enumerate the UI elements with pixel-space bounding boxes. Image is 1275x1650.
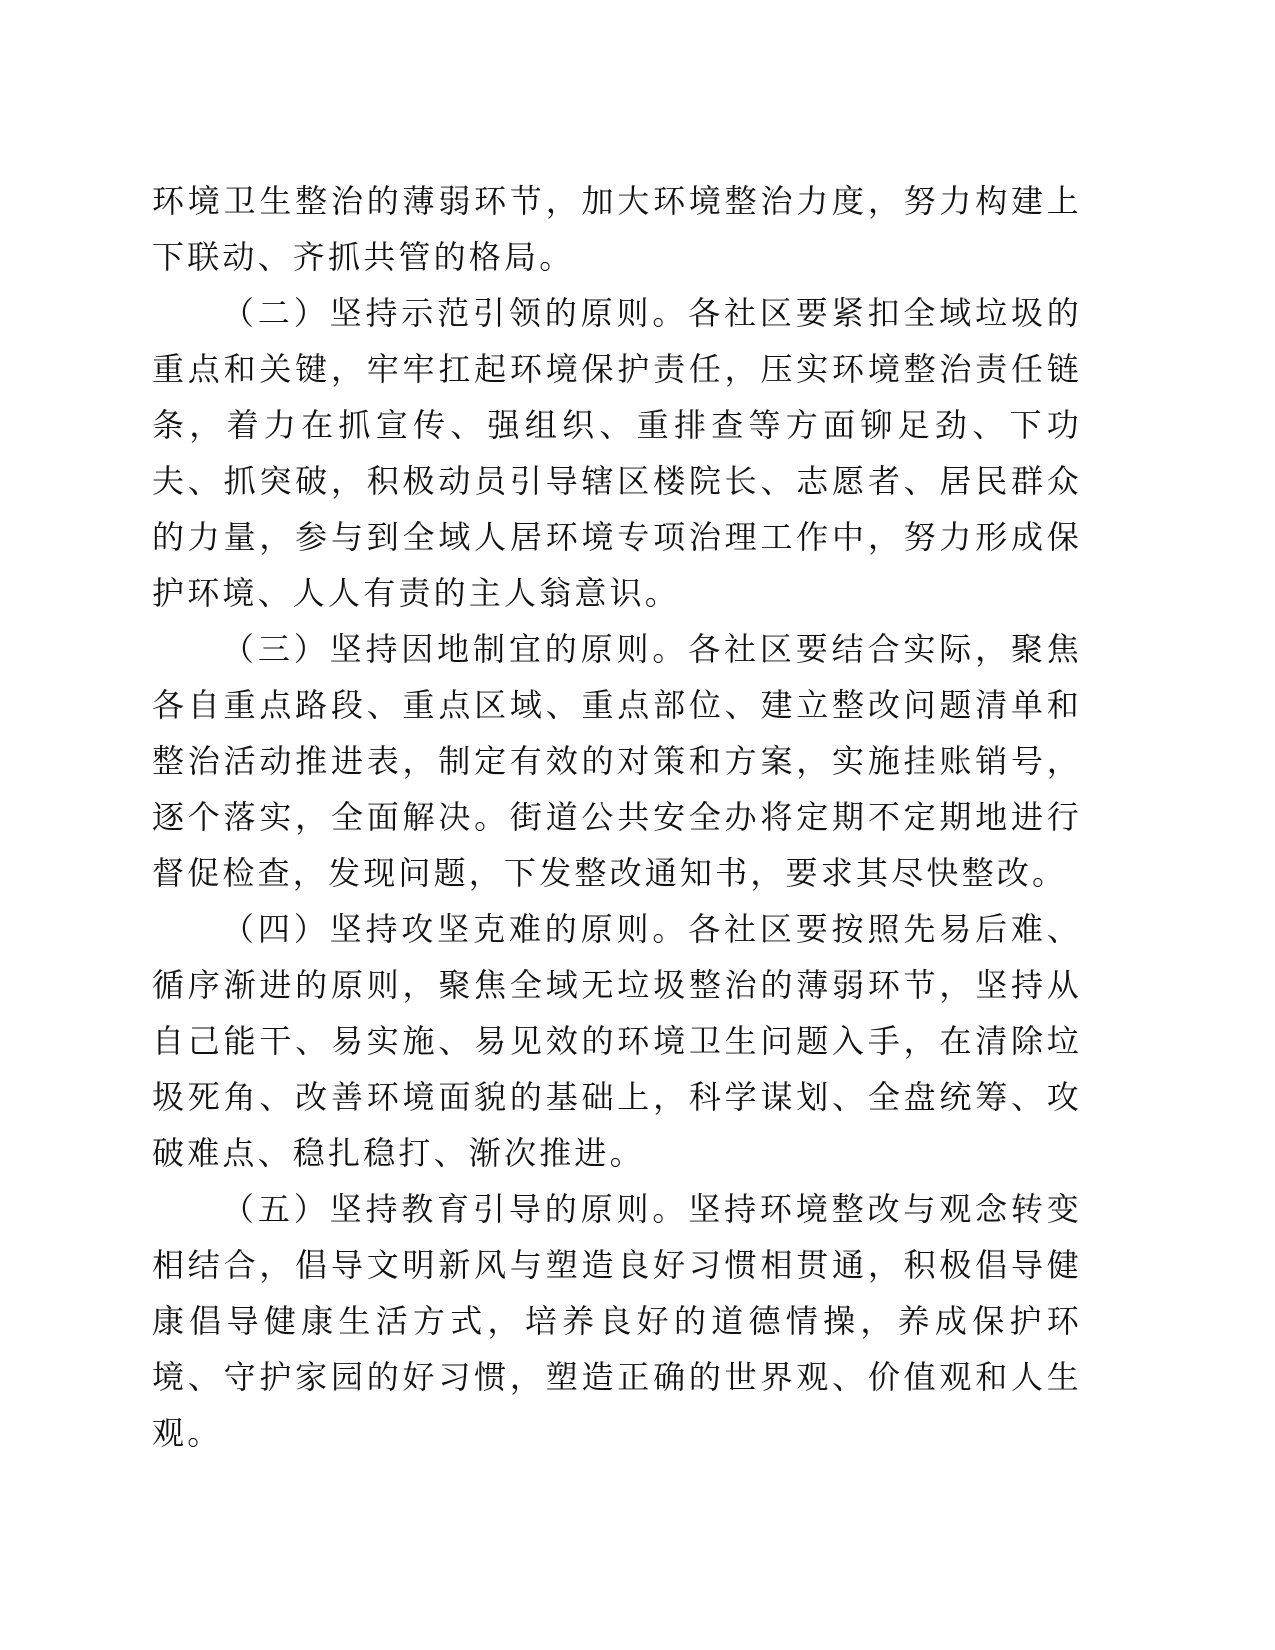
paragraph-text: 环境卫生整治的薄弱环节，加大环境整治力度，努力构建上下联动、齐抓共管的格局。 xyxy=(152,182,1082,276)
paragraph-text: 坚持环境整改与观念转变相结合，倡导文明新风与塑造良好习惯相贯通，积极倡导健康倡导健康生活方式，培养良好的道德情操，养成保护环境、守护家园的好习惯，塑造正确的世界观、价值观和人生观。 xyxy=(152,1190,1082,1452)
paragraph-text: 各社区要紧扣全域垃圾的重点和关键，牢牢扛起环境保护责任，压实环境整治责任链条，着力在抓宣传、强组织、重排查等方面铆足劲、下功夫、抓突破，积极动员引导辖区楼院长、志愿者、居民群众的力量，参与到全域人居环境专项治理工作中，努力形成保护环境、人人有责的主人翁意识。 xyxy=(152,294,1082,612)
paragraph-heading: （三）坚持因地制宜的原则。 xyxy=(222,630,689,668)
paragraph-text: 各社区要结合实际，聚焦各自重点路段、重点区域、重点部位、建立整改问题清单和整治活动推进表，制定有效的对策和方案，实施挂账销号，逐个落实，全面解决。街道公共安全办将定期不定期地进行督促检查，发现问题，下发整改通知书，要求其尽快整改。 xyxy=(152,630,1082,892)
paragraph-heading: （二）坚持示范引领的原则。 xyxy=(222,294,689,332)
paragraph-continuation xyxy=(152,173,1082,285)
paragraph-principle-5 xyxy=(152,1181,1082,1461)
paragraph-text: 各社区要按照先易后难、循序渐进的原则，聚焦全域无垃圾整治的薄弱环节，坚持从自己能干、易实施、易见效的环境卫生问题入手，在清除垃圾死角、改善环境面貌的基础上，科学谋划、全盘统筹、攻破难点、稳扎稳打、渐次推进。 xyxy=(152,910,1082,1172)
paragraph-principle-2 xyxy=(152,285,1082,621)
document-body xyxy=(152,173,1082,1461)
paragraph-principle-4 xyxy=(152,901,1082,1181)
paragraph-heading: （四）坚持攻坚克难的原则。 xyxy=(222,910,689,948)
paragraph-principle-3 xyxy=(152,621,1082,901)
paragraph-heading: （五）坚持教育引导的原则。 xyxy=(222,1190,689,1228)
